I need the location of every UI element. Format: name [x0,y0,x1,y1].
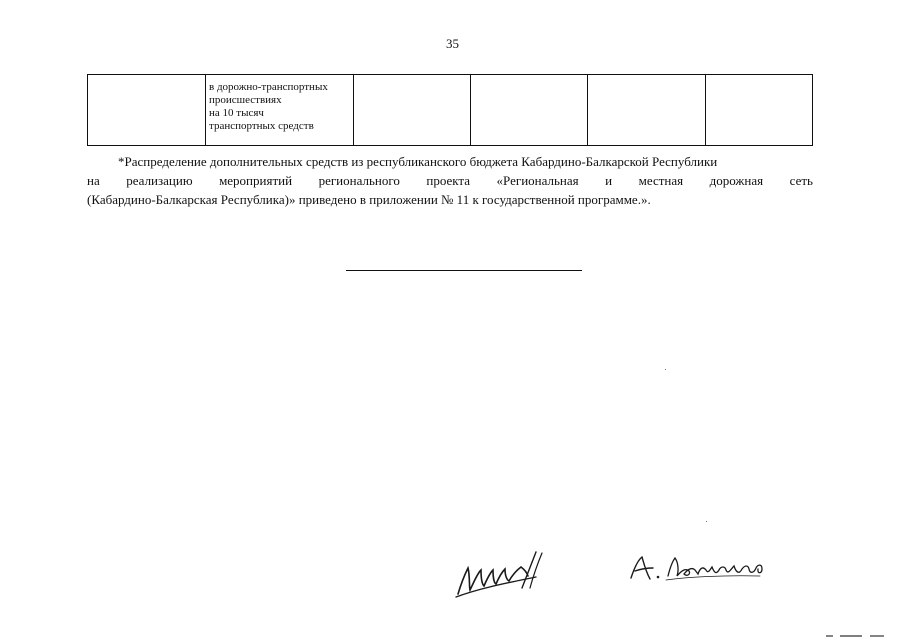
continuation-table [87,74,813,146]
table-row [88,75,813,146]
footnote-text: *Распределение дополнительных средств из республиканского бюджета Кабардино-Балкарской Республики [118,154,718,169]
footnote-text: (Кабардино-Балкарская Республика)» приведено в приложении № 11 к государственной программе.». [87,192,651,207]
footnote-word: «Региональная [496,173,579,188]
footnote-word: сеть [789,173,813,188]
footnote-word: мероприятий [219,173,293,188]
table-cell-empty [706,75,813,146]
footnote-word: на [87,173,100,188]
table-cell-empty [88,75,206,146]
footnote-line-3 [87,190,813,209]
end-of-section-rule [346,270,582,271]
corner-dash-mark [826,633,888,639]
footnote-line-1 [87,152,813,171]
table-cell-indicator [206,75,354,146]
table-cell-empty [354,75,471,146]
footnote-word: проекта [426,173,471,188]
scan-speck [706,521,707,522]
footnote-word: дорожная [709,173,764,188]
right-signature-graphic [628,552,768,586]
table-cell-empty [588,75,706,146]
scan-speck [665,369,666,370]
footnote-line-2 [87,171,813,190]
footnote-word: и [605,173,613,188]
table-cell-empty [471,75,588,146]
footnote [87,152,813,209]
indicator-line: в дорожно-транспортных [209,81,328,93]
indicator-line: происшествиях [209,94,282,106]
left-signature-graphic [452,546,562,602]
indicator-line: транспортных средств [209,120,314,132]
footnote-word: реализацию [126,173,193,188]
indicator-line: на 10 тысяч [209,107,264,119]
footnote-word: местная [638,173,684,188]
footnote-word: регионального [318,173,400,188]
page-number: 35 [446,36,459,51]
